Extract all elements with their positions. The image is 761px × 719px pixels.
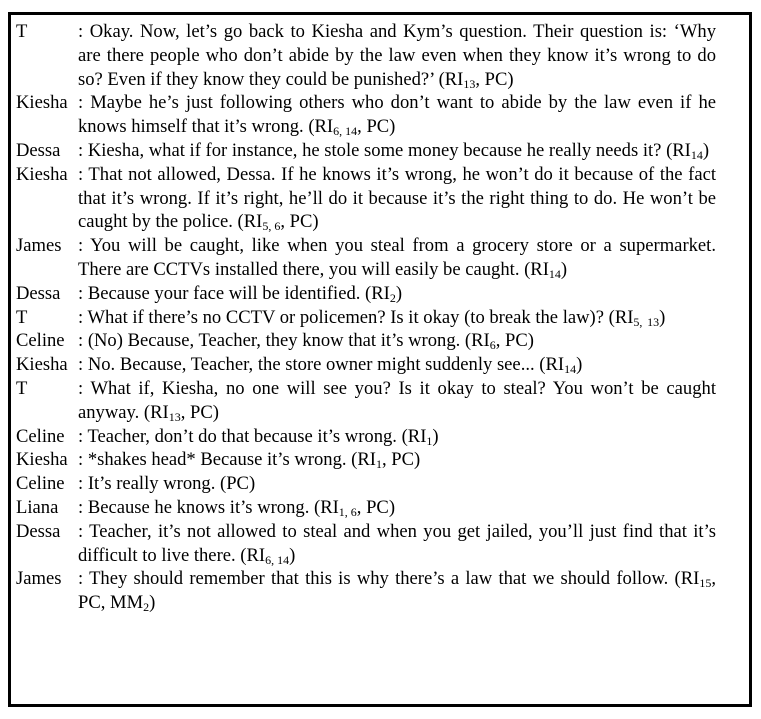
utterance-text: : Okay. Now, let’s go back to Kiesha and Kym’s question. Their question is: ‘Why are there people who don’t abide by the law even when they know it’s wrong to do so? Even if they know they could be punished?’ (RI bbox=[78, 21, 716, 90]
speaker-name: T bbox=[16, 377, 28, 399]
transcript-turn bbox=[16, 353, 716, 377]
speaker-name: James bbox=[16, 235, 62, 257]
code-subscript: 6 bbox=[489, 338, 496, 353]
utterance-text: : *shakes head* Because it’s wrong. (RI bbox=[78, 449, 376, 471]
utterance-text: ) bbox=[576, 354, 583, 376]
utterance-text: : (No) Because, Teacher, they know that it’s wrong. (RI bbox=[78, 330, 490, 352]
code-subscript: 2 bbox=[143, 600, 150, 615]
code-subscript: 5, 6 bbox=[262, 219, 281, 234]
utterance-text: , PC) bbox=[356, 496, 396, 518]
utterance-text: : Because he knows it’s wrong. (RI bbox=[78, 496, 339, 518]
utterance-text: , PC) bbox=[180, 401, 219, 423]
code-subscript: 15 bbox=[699, 576, 712, 591]
transcript-turn bbox=[16, 472, 716, 496]
utterance-text: : Maybe he’s just following others who don’t want to abide by the law even if he knows himself that it’s wrong. (RI bbox=[78, 92, 716, 138]
utterance-text: , PC) bbox=[495, 330, 534, 352]
utterance-text: : Teacher, don’t do that because it’s wrong. (RI bbox=[78, 425, 427, 447]
utterance-text: ) bbox=[395, 282, 403, 304]
utterance bbox=[78, 329, 716, 353]
transcript-turn bbox=[16, 496, 716, 520]
utterance-text: , PC, MM bbox=[78, 568, 716, 614]
utterance bbox=[78, 567, 716, 615]
code-subscript: 6, 14 bbox=[333, 124, 358, 139]
utterance-text: : Teacher, it’s not allowed to steal and when you get jailed, you’ll just find that it’s difficult to live there. (RI bbox=[78, 520, 716, 566]
utterance-text: : What if there’s no CCTV or policemen? Is it okay (to break the law)? (RI bbox=[78, 306, 634, 328]
speaker-name: Dessa bbox=[16, 520, 61, 542]
transcript-turn bbox=[16, 329, 716, 353]
transcript bbox=[16, 20, 716, 615]
code-subscript: 1 bbox=[426, 433, 433, 448]
utterance-text: , PC) bbox=[475, 68, 514, 90]
utterance-text: ) bbox=[560, 258, 568, 280]
utterance-text: ) bbox=[659, 306, 666, 328]
transcript-turn bbox=[16, 234, 716, 282]
utterance bbox=[78, 496, 716, 520]
code-subscript: 1 bbox=[375, 457, 382, 472]
code-subscript: 5, bbox=[633, 314, 643, 329]
utterance bbox=[78, 91, 716, 139]
speaker-name: Dessa bbox=[16, 139, 61, 161]
utterance-text: ) bbox=[149, 592, 156, 614]
transcript-turn bbox=[16, 448, 716, 472]
utterance bbox=[78, 472, 716, 496]
code-subscript: 14 bbox=[690, 147, 703, 162]
utterance-text: , PC) bbox=[357, 116, 396, 138]
speaker-name: Liana bbox=[16, 496, 59, 518]
transcript-turn bbox=[16, 425, 716, 449]
code-subscript: 2 bbox=[389, 290, 396, 305]
code-subscript: 1, 6 bbox=[338, 504, 357, 519]
transcript-turn bbox=[16, 377, 716, 425]
speaker-name: Dessa bbox=[16, 282, 61, 304]
utterance bbox=[78, 282, 716, 306]
utterance-text: ) bbox=[289, 544, 296, 566]
utterance bbox=[78, 306, 716, 330]
utterance bbox=[78, 425, 716, 449]
utterance-text: : You will be caught, like when you steal from a grocery store or a supermarket. There are CCTVs installed there, you will easily be caught. (RI bbox=[78, 235, 716, 280]
code-subscript: 6, 14 bbox=[265, 552, 290, 567]
speaker-name: James bbox=[16, 568, 62, 590]
utterance bbox=[78, 20, 716, 91]
code-subscript: 14 bbox=[564, 362, 577, 377]
speaker-name: T bbox=[16, 21, 28, 42]
utterance-text: ) bbox=[702, 139, 710, 161]
transcript-turn bbox=[16, 567, 716, 615]
utterance-text: : It’s really wrong. (PC) bbox=[78, 473, 256, 495]
utterance bbox=[78, 234, 716, 282]
utterance-text: : What if, Kiesha, no one will see you? Is it okay to steal? You won’t be caught anyway. (RI bbox=[78, 377, 716, 423]
speaker-name: Kiesha bbox=[16, 163, 68, 185]
transcript-turn bbox=[16, 282, 716, 306]
code-subscript: 13 bbox=[463, 76, 476, 91]
utterance bbox=[78, 163, 716, 234]
utterance-text: ) bbox=[432, 425, 439, 447]
utterance bbox=[78, 448, 716, 472]
speaker-name: Celine bbox=[16, 425, 65, 447]
utterance bbox=[78, 139, 716, 163]
utterance-text: : Kiesha, what if for instance, he stole some money because he really needs it? (RI bbox=[78, 139, 691, 161]
speaker-name: Celine bbox=[16, 330, 65, 352]
code-subscript: 13 bbox=[647, 314, 660, 329]
utterance-text: , PC) bbox=[280, 211, 319, 233]
speaker-name: Kiesha bbox=[16, 92, 68, 114]
utterance bbox=[78, 353, 716, 377]
speaker-name: Kiesha bbox=[16, 354, 68, 376]
utterance-text: , PC) bbox=[381, 449, 421, 471]
speaker-name: Celine bbox=[16, 473, 65, 495]
utterance bbox=[78, 520, 716, 568]
utterance-text: : No. Because, Teacher, the store owner might suddenly see... (RI bbox=[78, 354, 565, 376]
utterance-text: : They should remember that this is why there’s a law that we should follow. (RI bbox=[78, 568, 700, 590]
transcript-turn bbox=[16, 520, 716, 568]
speaker-name: T bbox=[16, 306, 28, 328]
transcript-turn bbox=[16, 306, 716, 330]
speaker-name: Kiesha bbox=[16, 449, 68, 471]
code-subscript: 14 bbox=[548, 266, 561, 281]
transcript-turn bbox=[16, 20, 716, 91]
utterance-text: : That not allowed, Dessa. If he knows it’s wrong, he won’t do it because of the fact that it’s wrong. If it’s right, he’ll do it because it’s the right thing to do. He won’t be caught by the police. (RI bbox=[78, 163, 716, 233]
transcript-turn bbox=[16, 139, 716, 163]
code-subscript: 13 bbox=[168, 409, 181, 424]
utterance bbox=[78, 377, 716, 425]
utterance-text: : Because your face will be identified. (RI bbox=[78, 282, 390, 304]
transcript-turn bbox=[16, 163, 716, 234]
transcript-turn bbox=[16, 91, 716, 139]
